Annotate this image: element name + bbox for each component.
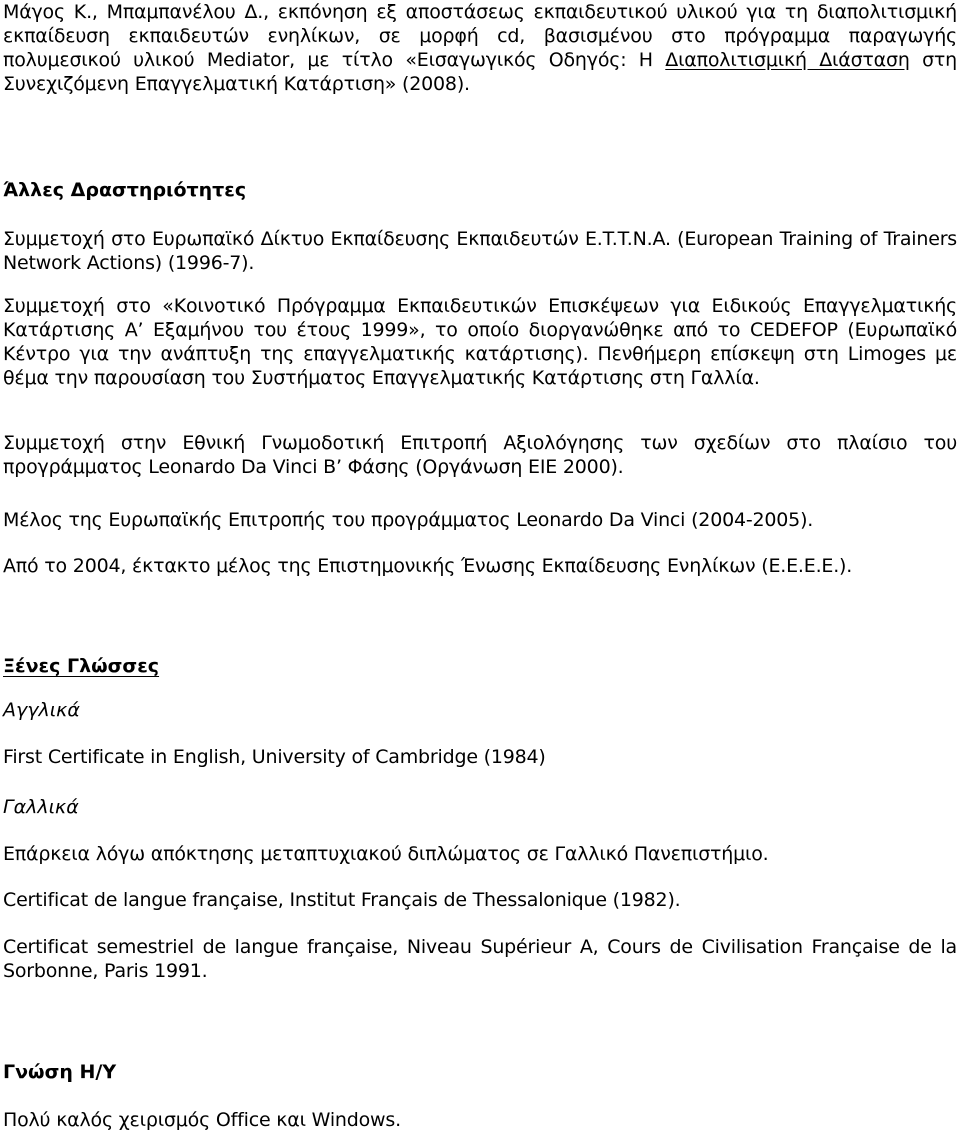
french-label: Γαλλικά bbox=[3, 796, 79, 818]
activity-item: Συμμετοχή στο Ευρωπαϊκό Δίκτυο Εκπαίδευσης Εκπαιδευτών E.T.T.N.A. (European Training of Trainers Network Actions) (1996-7). bbox=[3, 228, 957, 274]
activity-item: Μέλος της Ευρωπαϊκής Επιτροπής του προγράμματος Leonardo Da Vinci (2004-2005). bbox=[3, 509, 814, 531]
computer-item: Πολύ καλός χειρισμός Office και Windows. bbox=[3, 1109, 401, 1131]
intro-text-before: Μάγος Κ., Μπαμπανέλου Δ., εκπόνηση εξ αποστάσεως εκπαιδευτικού υλικού για τη διαπολιτισμική εκπαίδευση εκπαιδευτών ενηλίκων, σε μορφή cd, βασισμένου στο πρόγραμμα παραγωγής πολυμεσικού υλικού Mediator, με τίτλο «Εισαγωγικός Οδηγός: Η bbox=[3, 1, 957, 71]
activity-item: Συμμετοχή στην Εθνική Γνωμοδοτική Επιτροπή Αξιολόγησης των σχεδίων στο πλαίσιο του προγράμματος Leonardo Da Vinci Β’ Φάσης (Οργάνωση ΕΙΕ 2000). bbox=[3, 432, 957, 478]
activity-item: Από το 2004, έκτακτο μέλος της Επιστημονικής Ένωσης Εκπαίδευσης Ενηλίκων (Ε.Ε.Ε.Ε.). bbox=[3, 555, 853, 577]
intro-text-after: στη Συνεχιζόμενη Επαγγελματική Κατάρτιση» (2008). bbox=[3, 49, 958, 95]
languages-heading: Ξένες Γλώσσες bbox=[3, 655, 160, 677]
french-item: Certificat de langue française, Institut Français de Thessalonique (1982). bbox=[3, 889, 681, 911]
other-activities-heading: Άλλες Δραστηριότητες bbox=[3, 179, 247, 201]
activity-item: Συμμετοχή στο «Κοινοτικό Πρόγραμμα Εκπαιδευτικών Επισκέψεων για Ειδικούς Επαγγελματικής Κατάρτισης Α’ Εξαμήνου του έτους 1999», το οποίο διοργανώθηκε από το CEDEFOP (Ευρωπαϊκό Κέντρο για την ανάπτυξη της επαγγελματικής κατάρτισης). Πενθήμερη επίσκεψη στη Limoges με θέμα την παρουσίαση του Συστήματος Επαγγελματικής Κατάρτισης στη Γαλλία. bbox=[3, 295, 957, 389]
intro-paragraph bbox=[3, 0, 957, 96]
english-label: Αγγλικά bbox=[3, 699, 80, 721]
computer-heading: Γνώση Η/Υ bbox=[3, 1061, 117, 1083]
intro-underlined-text: Διαπολιτισμική Διάσταση bbox=[665, 49, 910, 71]
french-item: Certificat semestriel de langue française, Niveau Supérieur A, Cours de Civilisation Française de la Sorbonne, Paris 1991. bbox=[3, 936, 957, 982]
french-item: Επάρκεια λόγω απόκτησης μεταπτυχιακού διπλώματος σε Γαλλικό Πανεπιστήμιο. bbox=[3, 843, 769, 865]
english-item: First Certificate in English, University of Cambridge (1984) bbox=[3, 746, 546, 768]
